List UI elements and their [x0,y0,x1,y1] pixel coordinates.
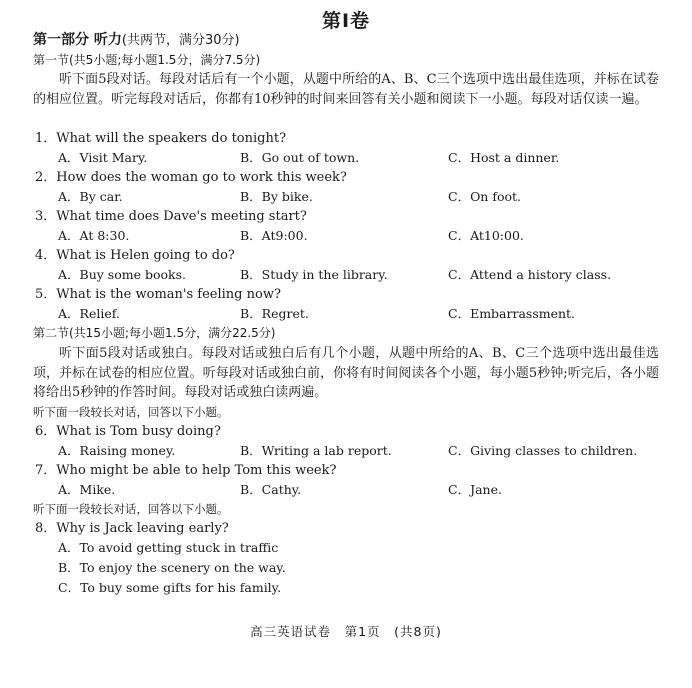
q2-option-b: B．By bike. [240,189,313,204]
question-6: 6．What is Tom busy doing? [35,424,221,439]
paper-title: 第Ⅰ卷 [321,10,371,32]
section1-instructions: 听下面5段对话。每段对话后有一个小题，从题中所给的A、B、C三个选项中选出最佳选项，并标在试卷的相应位置。听完每段对话后，你都有10秒钟的时间来回答有关小题和阅读下一小题。每段对话仅读一遍。 [33,72,659,107]
q8-option-c: C．To buy some gifts for his family. [58,580,282,595]
q5-option-b: B．Regret. [240,306,309,321]
q6-option-a: A．Raising money. [58,443,176,458]
section2-prompt-1: 听下面一段较长对话，回答以下小题。 [33,405,229,419]
section1-header: 第一节(共5小题;每小题1.5分，满分7.5分) [33,53,261,67]
part1-title: 第一部分 听力 [33,32,122,48]
section2-prompt-2: 听下面一段较长对话，回答以下小题。 [33,502,229,516]
section2-header: 第二节(共15小题;每小题1.5分，满分22.5分) [33,326,276,340]
q8-option-a: A．To avoid getting stuck in traffic [58,540,279,555]
question-7: 7．Who might be able to help Tom this week? [35,463,337,478]
part1-heading [33,32,240,49]
q7-option-a: A．Mike. [58,482,116,497]
q2-option-c: C．On foot. [448,189,522,204]
q5-option-c: C．Embarrassment. [448,306,576,321]
q1-option-c: C．Host a dinner. [448,150,560,165]
question-1: 1．What will the speakers do tonight? [35,131,287,146]
q6-option-c: C．Giving classes to children. [448,443,638,458]
q3-option-b: B．At9:00. [240,228,308,243]
q3-option-a: A．At 8:30. [58,228,130,243]
q4-option-c: C．Attend a history class. [448,267,612,282]
q5-option-a: A．Relief. [58,306,120,321]
question-3: 3．What time does Dave's meeting start? [35,209,307,224]
section2-instructions: 听下面5段对话或独白。每段对话或独白后有几个小题，从题中所给的A、B、C三个选项中选出最佳选项，并标在试卷的相应位置。听每段对话或独白前，你将有时间阅读各个小题，每小题5秒钟;听完后，各小题将给出5秒钟的作答时间。每段对话或独白读两遍。 [33,346,659,400]
q7-option-c: C．Jane. [448,482,502,497]
q1-option-a: A．Visit Mary. [58,150,148,165]
q3-option-c: C．At10:00. [448,228,524,243]
question-5: 5．What is the woman's feeling now? [35,287,281,302]
q4-option-a: A．Buy some books. [58,267,186,282]
page-footer: 高三英语试卷 第1页 (共8页) [250,624,442,639]
part1-subtitle: (共两节，满分30分) [121,33,240,48]
question-8: 8．Why is Jack leaving early? [35,521,229,536]
q8-option-b: B．To enjoy the scenery on the way. [58,560,286,575]
q1-option-b: B．Go out of town. [240,150,360,165]
q6-option-b: B．Writing a lab report. [240,443,392,458]
q2-option-a: A．By car. [58,189,123,204]
question-4: 4．What is Helen going to do? [35,248,235,263]
q4-option-b: B．Study in the library. [240,267,388,282]
q7-option-b: B．Cathy. [240,482,302,497]
question-2: 2．How does the woman go to work this week? [35,170,347,185]
